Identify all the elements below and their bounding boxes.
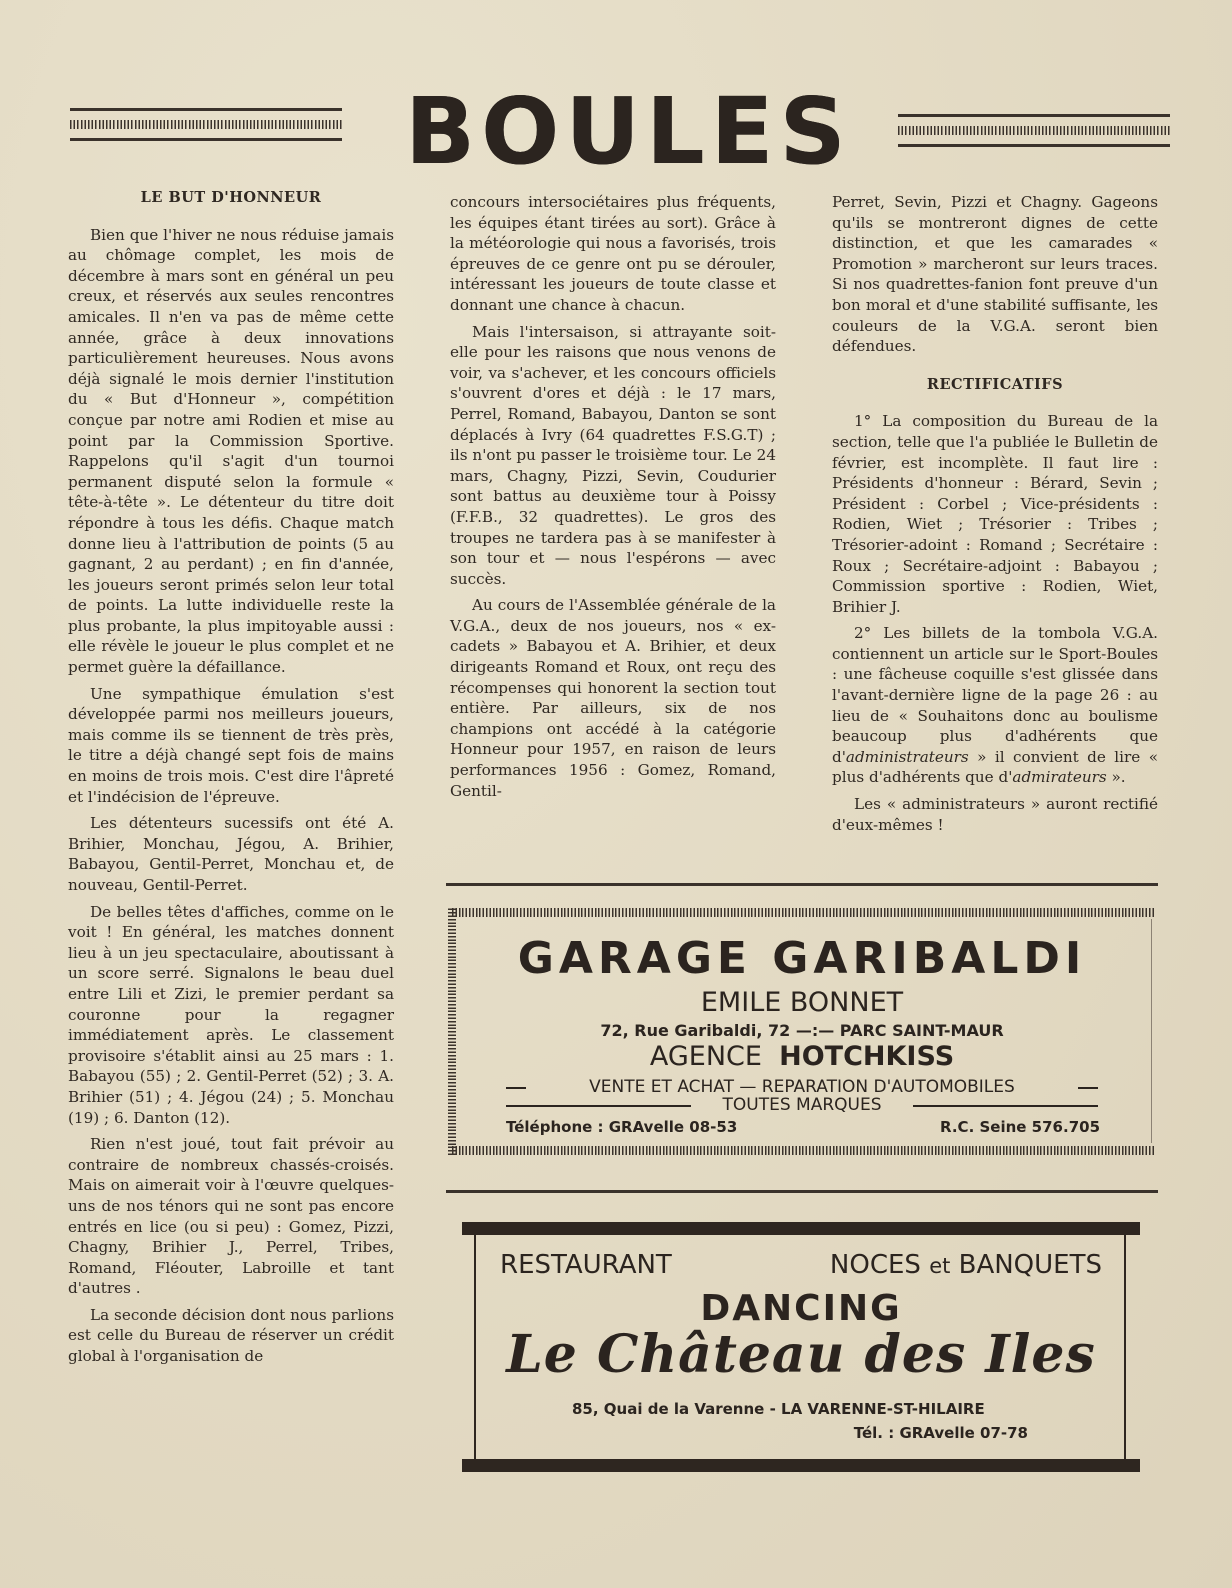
paragraph: De belles têtes d'affiches, comme on le voit ! En général, les matches donnent lieu à un jeu spectaculaire, aboutissant à un score serré. Signalons le beau duel entre Lili et Zizi, le premier perdant sa couronne pour la regagner immédiatement après. Le classement provisoire s'établit ainsi au 25 mars : 1. Babayou (55) ; 2. Gentil-Perret (52) ; 3. A. Brihier (51) ; 4. Jégou (24) ; 5. Monchau (19) ; 6. Danton (12). [68,902,394,1127]
italic-text: administrateurs [845,747,969,766]
ornamental-rule-left [70,108,342,141]
paragraph: concours intersociétaires plus fréquents, les équipes étant tirées au sort). Grâce à la météorologie qui nous a favorisés, trois épreuves de ce genre ont pu se dérouler, intéressant les joueurs de toute classe et donnant une chance à chacun. [450,193,776,314]
paragraph: Mais l'intersaison, si attrayante soit-elle pour les raisons que nous venons de voir, va s'achever, et les concours officiels s'ouvrent d'ores et déjà : le 17 mars, Perrel, Romand, Babayou, Danton se sont déplacés à Ivry (64 quadrettes F.S.G.T) ; ils n'ont pu passer le troisième tour. Le 24 mars, Chagny, Pizzi, Sevin, Coudurier sont battus au deuxième tour à Poissy (F.F.B., 32 quadrettes). Le gros des troupes ne tardera pas à se manifester à son tour et — nous l'espérons — avec succès. [450,322,776,588]
divider [446,883,1158,886]
ad-phone: Tél. : GRAvelle 07-78 [853,1424,1028,1442]
text-run: » il convient de lire « plus d'adhérents que d' [832,747,1158,787]
article-heading: LE BUT D'HONNEUR [140,189,322,206]
services-text: VENTE ET ACHAT — REPARATION D'AUTOMOBILES [589,1077,1015,1097]
ornamental-border [452,908,1156,917]
ornamental-rule-right [898,114,1170,147]
rule [506,1105,691,1107]
agency-label: AGENCE [649,1041,762,1072]
page-title: BOULES [405,78,852,185]
paragraph: Les détenteurs sucessifs ont été A. Brihier, Monchau, Jégou, A. Brihier, Babayou, Gentil-Perret, Monchau et, de nouveau, Gentil-Perret. [68,814,394,894]
dash [506,1087,526,1089]
rectificatifs-heading: RECTIFICATIFS [926,375,1064,393]
ad-brands [448,1095,1156,1115]
rule [913,1105,1098,1107]
ad-owner: EMILE BONNET [700,987,904,1018]
ad-business-name: GARAGE GARIBALDI [517,933,1087,984]
ad-events-label [830,1250,1102,1280]
paragraph: Perret, Sevin, Pizzi et Chagny. Gageons qu'ils se montreront dignes de cette distinction, et que les camarades « Promotion » marcheront sur leurs traces. Si nos quadrettes-fanion font preuve d'un bon moral et d'une stabilité suffisante, les couleurs de la V.G.A. seront bien défendues. [832,193,1158,356]
text-run: 2° Les billets de la tombola V.G.A. contiennent un article sur le Sport-Boules : une fâcheuse coquille s'est glissée dans l'avant-dernière ligne de la page 26 : au lieu de « Souhaitons donc au boulisme beaucoup plus d'adhérents que d' [832,624,1158,766]
paragraph: Rien n'est joué, tout fait prévoir au contraire de nombreux chassés-croisés. Mais on aimerait voir à l'œuvre quelques-uns de nos ténors qui ne sont pas encore entrés en lice (ou si peu) : Gomez, Pizzi, Chagny, Brihier J., Perrel, Tribes, Romand, Fléouter, Labroille et tant d'autres . [68,1135,394,1298]
ad-restaurant-label: RESTAURANT [500,1250,672,1280]
advertisement-garage [448,905,1156,1155]
ad-address: 85, Quai de la Varenne - LA VARENNE-ST-HILAIRE [572,1400,985,1418]
paragraph [832,623,1158,788]
divider [446,1190,1158,1193]
border-bar [462,1459,1140,1472]
dash [1078,1087,1098,1089]
border-bar [462,1222,1140,1235]
text-run: BANQUETS [958,1250,1102,1280]
ad-phone: Téléphone : GRAvelle 08-53 [506,1118,738,1136]
ad-agency [448,1041,1156,1072]
text-run: et [929,1254,951,1278]
italic-text: admirateurs [1012,768,1107,787]
text-run: ». [1106,768,1126,787]
ad-address: 72, Rue Garibaldi, 72 —:— PARC SAINT-MAUR [600,1021,1004,1040]
masthead [70,78,1170,185]
paragraph: Une sympathique émulation s'est développée parmi nos meilleurs joueurs, mais comme ils se tiennent de très près, le titre a déjà changé sept fois de mains en moins de trois mois. C'est dire l'âpreté et l'indécision de l'épreuve. [68,684,394,806]
paragraph: Bien que l'hiver ne nous réduise jamais au chômage complet, les mois de décembre à mars sont en général un peu creux, et réservés aux seules rencontres amicales. Il n'en va pas de même cette année, grâce à deux innovations particulièrement heureuses. Nous avons déjà signalé le mois dernier l'institution du « But d'Honneur », compétition conçue par notre ami Rodien et mise au point par la Commission Sportive. Rappelons qu'il s'agit d'un tournoi permanent disputé selon la formule « tête-à-tête ». Le détenteur du titre doit répondre à tous les défis. Chaque match donne lieu à l'attribution de points (5 au gagnant, 2 au perdant) ; en fin d'année, les joueurs seront primés selon leur total de points. La lutte individuelle reste la plus probante, la plus impitoyable aussi : elle révèle le joueur le plus complet et ne permet guère la défaillance. [68,225,394,677]
ad-dancing-label: DANCING [700,1288,902,1329]
paragraph: 1° La composition du Bureau de la section, telle que l'a publiée le Bulletin de février, est incomplète. Il faut lire : Présidents d'honneur : Bérard, Sevin ; Président : Corbel ; Vice-présidents : Rodien, Wiet ; Trésorier : Tribes ; Trésorier-adoint : Romand ; Secrétaire : Roux ; Secrétaire-adjoint : Babayou ; Commission sportive : Rodien, Wiet, Brihier J. [832,412,1158,616]
article-column-3 [832,192,1158,841]
ornamental-border [452,1146,1156,1155]
agency-brand: HOTCHKISS [779,1041,955,1072]
ad-business-name: Le Château des Iles [506,1324,1096,1385]
paragraph: Au cours de l'Assemblée générale de la V.G.A., deux de nos joueurs, nos « ex-cadets » Babayou et A. Brihier, et deux dirigeants Romand et Roux, ont reçu des récompenses qui honorent la section tout entière. Par ailleurs, six de nos champions ont accédé à la catégorie Honneur pour 1957, en raison de leurs performances 1956 : Gomez, Romand, Gentil- [450,596,776,800]
advertisement-restaurant [462,1222,1140,1472]
paragraph: Les « administrateurs » auront rectifié d'eux-mêmes ! [832,795,1158,834]
brands-text: TOUTES MARQUES [722,1095,882,1115]
text-run: NOCES [829,1250,921,1280]
ad-registration: R.C. Seine 576.705 [940,1118,1100,1136]
paragraph: La seconde décision dont nous parlions est celle du Bureau de réserver un crédit global à l'organisation de [68,1305,394,1366]
article-column-2 [450,192,776,807]
article-column-1 [68,188,394,1373]
ad-services [448,1077,1156,1097]
